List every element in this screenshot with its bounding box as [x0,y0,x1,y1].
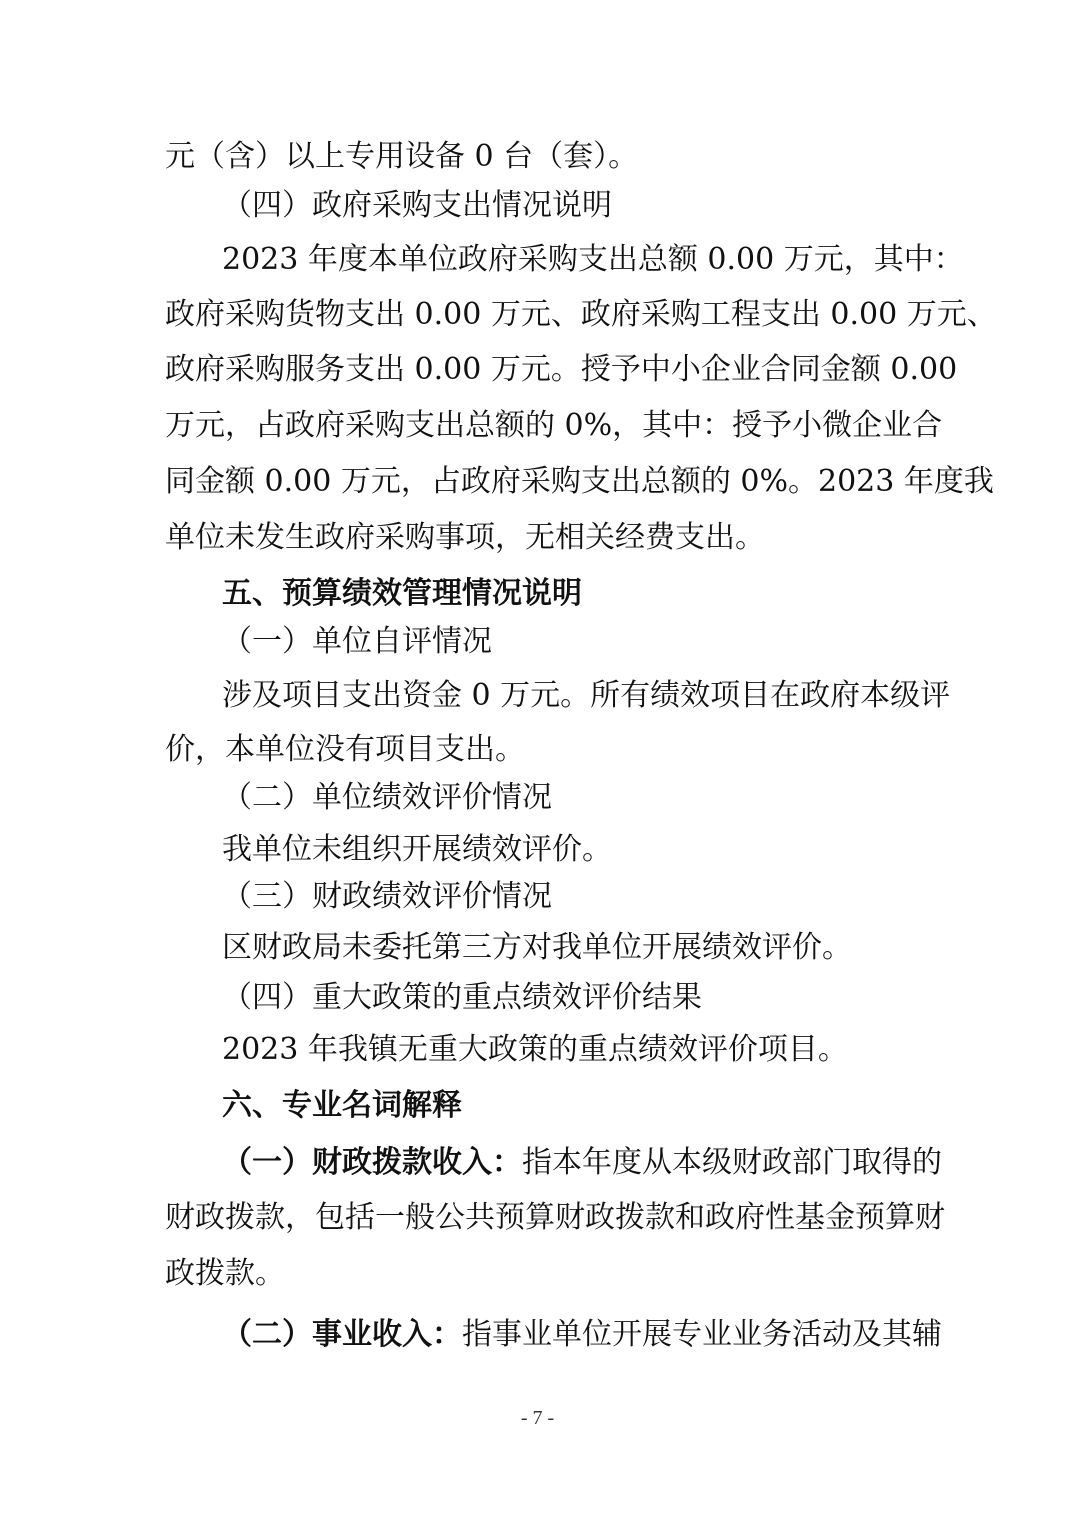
paragraph-line [222,1315,942,1355]
page-number: - 7 - [520,1407,555,1429]
section-title-performance: 五、预算绩效管理情况说明 [222,576,582,611]
subsection-title-fin-eval: （三）财政绩效评价情况 [222,879,552,914]
paragraph-line [222,1143,942,1183]
paragraph-unit-eval: 我单位未组织开展绩效评价。 [222,832,612,867]
paragraph-line: 单位未发生政府采购事项，无相关经费支出。 [165,520,765,555]
paragraph-line: 价，本单位没有项目支出。 [165,732,525,767]
paragraph-line: 万元，占政府采购支出总额的 0%，其中：授予小微企业合 [165,408,943,443]
subsection-title-self-eval: （一）单位自评情况 [222,624,492,659]
paragraph-line: 政府采购服务支出 0.00 万元。授予中小企业合同金额 0.00 [165,352,958,387]
paragraph-line: 政拨款。 [165,1256,285,1291]
paragraph-intro-end: 元（含）以上专用设备 0 台（套）。 [165,139,639,174]
paragraph-policy-eval: 2023 年我镇无重大政策的重点绩效评价项目。 [222,1032,848,1067]
subsection-title-unit-eval: （二）单位绩效评价情况 [222,780,552,815]
paragraph-fin-eval: 区财政局未委托第三方对我单位开展绩效评价。 [222,930,852,965]
paragraph-line: 涉及项目支出资金 0 万元。所有绩效项目在政府本级评 [222,678,951,713]
paragraph-line: 财政拨款，包括一般公共预算财政拨款和政府性基金预算财 [165,1200,945,1235]
subsection-title-procurement: （四）政府采购支出情况说明 [222,188,612,223]
paragraph-line: 同金额 0.00 万元，占政府采购支出总额的 0%。2023 年度我 [165,464,994,499]
paragraph-line: 2023 年度本单位政府采购支出总额 0.00 万元，其中： [222,242,964,277]
term-label: （一）财政拨款收入： [222,1145,522,1180]
section-title-glossary: 六、专业名词解释 [222,1088,462,1123]
term-label: （二）事业收入： [222,1317,462,1352]
term-definition: 指本年度从本级财政部门取得的 [522,1145,942,1180]
paragraph-line: 政府采购货物支出 0.00 万元、政府采购工程支出 0.00 万元、 [165,297,997,332]
term-definition: 指事业单位开展专业业务活动及其辅 [462,1317,942,1352]
subsection-title-policy-eval: （四）重大政策的重点绩效评价结果 [222,980,702,1015]
